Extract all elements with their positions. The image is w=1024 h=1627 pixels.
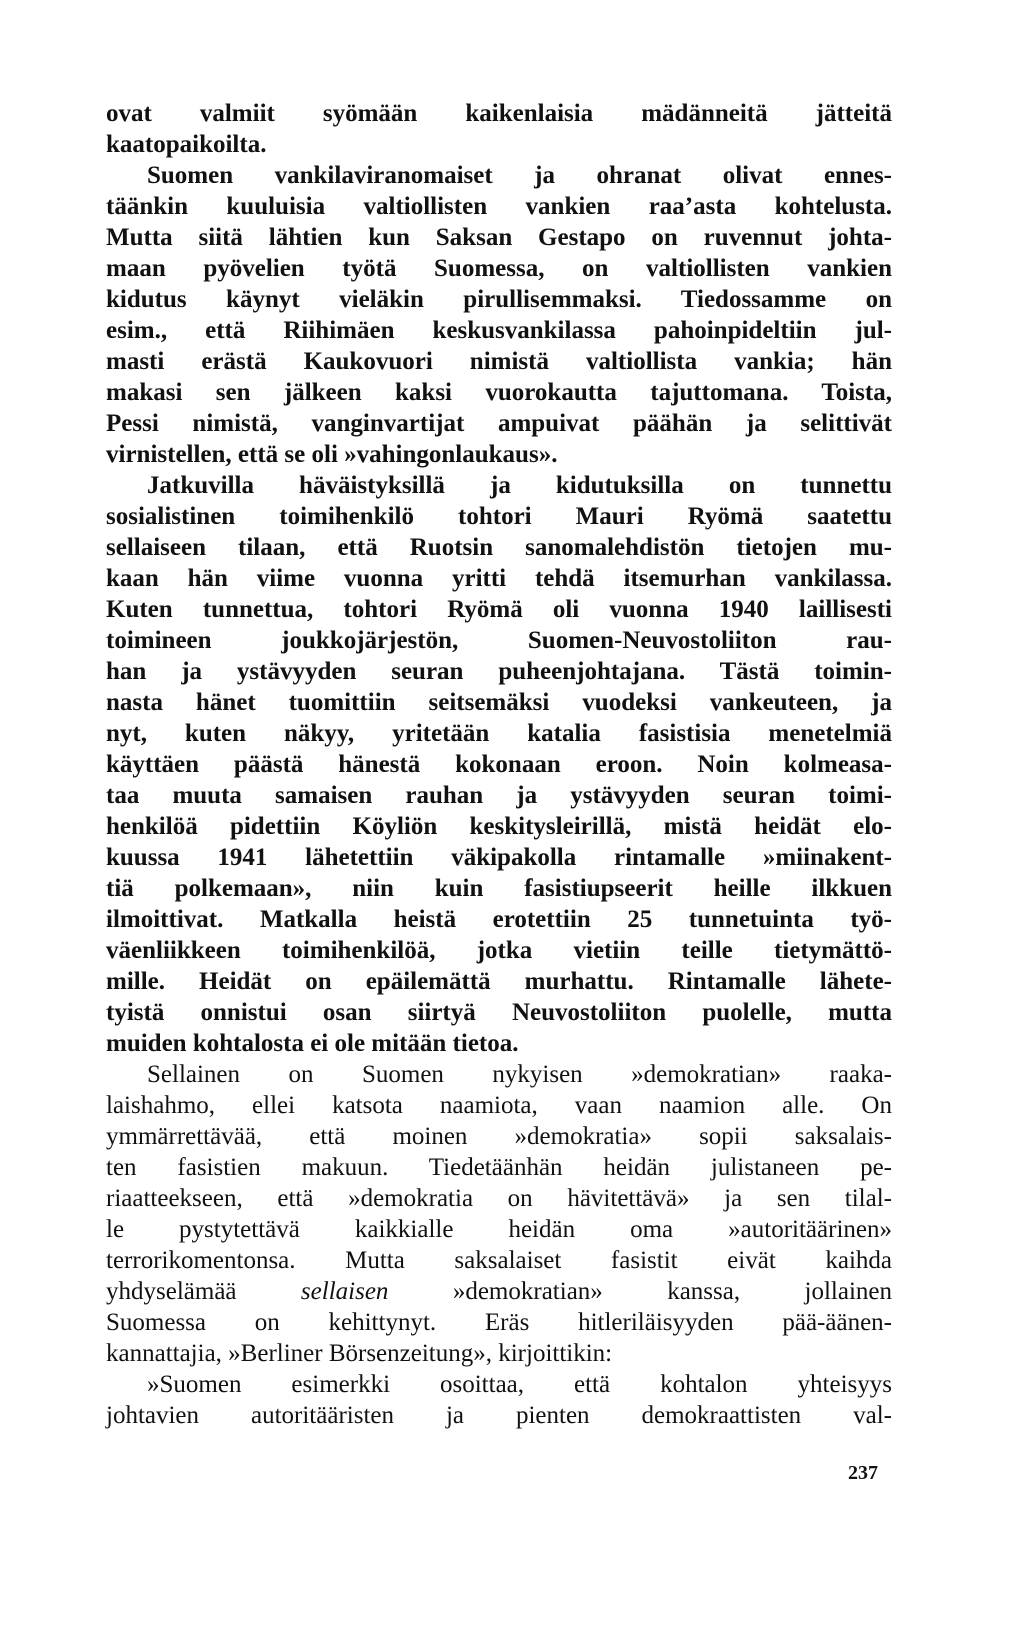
text-line: käyttäen päästä hänestä kokonaan eroon. Noin kolmeasa-: [106, 751, 892, 778]
text-line: väenliikkeen toimihenkilöä, jotka vietiin teille tietymättö-: [106, 937, 892, 964]
text-line: muiden kohtalosta ei ole mitään tietoa.: [106, 1030, 519, 1057]
text-line: kaatopaikoilta.: [106, 131, 267, 158]
text-line: esim., että Riihimäen keskusvankilassa pahoinpideltiin jul-: [106, 317, 892, 344]
text-line: terrorikomentonsa. Mutta saksalaiset fasistit eivät kaihda: [106, 1247, 892, 1274]
text-line: kidutus käynyt vieläkin pirullisemmaksi. Tiedossamme on: [106, 286, 892, 313]
paragraph: [106, 1369, 892, 1431]
text-line: Sellainen on Suomen nykyisen »demokratian» raaka-: [147, 1061, 892, 1088]
text-line: ilmoittivat. Matkalla heistä erotettiin 25 tunnetuinta työ-: [106, 906, 892, 933]
text-line: henkilöä pidettiin Köyliön keskitysleirillä, mistä heidät elo-: [106, 813, 892, 840]
text-line: Mutta siitä lähtien kun Saksan Gestapo on ruvennut johta-: [106, 224, 892, 251]
paragraph: [106, 1059, 892, 1369]
page-number: 237: [848, 1462, 878, 1484]
text-line: makasi sen jälkeen kaksi vuorokautta tajuttomana. Toista,: [106, 379, 892, 406]
text-line: virnistellen, että se oli »vahingonlaukaus».: [106, 441, 558, 468]
text-line: täänkin kuuluisia valtiollisten vankien raa’asta kohtelusta.: [106, 193, 892, 220]
text-line: Suomessa on kehittynyt. Eräs hitleriläisyyden pää-äänen-: [106, 1309, 892, 1336]
text-line: Suomen vankilaviranomaiset ja ohranat olivat ennes-: [147, 162, 892, 189]
text-line: tyistä onnistui osan siirtyä Neuvostoliiton puolelle, mutta: [106, 999, 892, 1026]
text-line: maan pyövelien työtä Suomessa, on valtiollisten vankien: [106, 255, 892, 282]
text-line: nasta hänet tuomittiin seitsemäksi vuodeksi vankeuteen, ja: [106, 689, 892, 716]
text-line: masti erästä Kaukovuori nimistä valtiollista vankia; hän: [106, 348, 892, 375]
page-body: [106, 98, 892, 1431]
text-line: yhdyselämää sellaisen »demokratian» kanssa, jollainen: [106, 1278, 892, 1305]
text-line: sosialistinen toimihenkilö tohtori Mauri Ryömä saatettu: [106, 503, 892, 530]
paragraph: [106, 160, 892, 470]
text-line: johtavien autoritääristen ja pienten demokraattisten val-: [106, 1402, 892, 1429]
text-line: »Suomen esimerkki osoittaa, että kohtalon yhteisyys: [147, 1371, 892, 1398]
text-line: Kuten tunnettua, tohtori Ryömä oli vuonna 1940 laillisesti: [106, 596, 892, 623]
text-line: kaan hän viime vuonna yritti tehdä itsemurhan vankilassa.: [106, 565, 892, 592]
text-line: ten fasistien makuun. Tiedetäänhän heidän julistaneen pe-: [106, 1154, 892, 1181]
text-line: ymmärrettävää, että moinen »demokratia» sopii saksalais-: [106, 1123, 892, 1150]
text-line: Pessi nimistä, vanginvartijat ampuivat päähän ja selittivät: [106, 410, 892, 437]
text-line: kannattajia, »Berliner Börsenzeitung», kirjoittikin:: [106, 1340, 613, 1367]
text-line: sellaiseen tilaan, että Ruotsin sanomalehdistön tietojen mu-: [106, 534, 892, 561]
text-line: ovat valmiit syömään kaikenlaisia mädänneitä jätteitä: [106, 100, 892, 127]
paragraph: [106, 470, 892, 1059]
text-line: Jatkuvilla häväistyksillä ja kidutuksilla on tunnettu: [147, 472, 892, 499]
text-line: le pystytettävä kaikkialle heidän oma »autoritäärinen»: [106, 1216, 892, 1243]
text-line: nyt, kuten näkyy, yritetään katalia fasistisia menetelmiä: [106, 720, 892, 747]
text-line: toimineen joukkojärjestön, Suomen-Neuvostoliiton rau-: [106, 627, 892, 654]
text-line: kuussa 1941 lähetettiin väkipakolla rintamalle »miinakent-: [106, 844, 892, 871]
text-line: han ja ystävyyden seuran puheenjohtajana. Tästä toimin-: [106, 658, 892, 685]
text-line: laishahmo, ellei katsota naamiota, vaan naamion alle. On: [106, 1092, 892, 1119]
paragraph: [106, 98, 892, 160]
text-line: tiä polkemaan», niin kuin fasistiupseerit heille ilkkuen: [106, 875, 892, 902]
text-line: riaatteekseen, että »demokratia on hävitettävä» ja sen tilal-: [106, 1185, 892, 1212]
text-line: taa muuta samaisen rauhan ja ystävyyden seuran toimi-: [106, 782, 892, 809]
text-line: mille. Heidät on epäilemättä murhattu. Rintamalle lähete-: [106, 968, 892, 995]
